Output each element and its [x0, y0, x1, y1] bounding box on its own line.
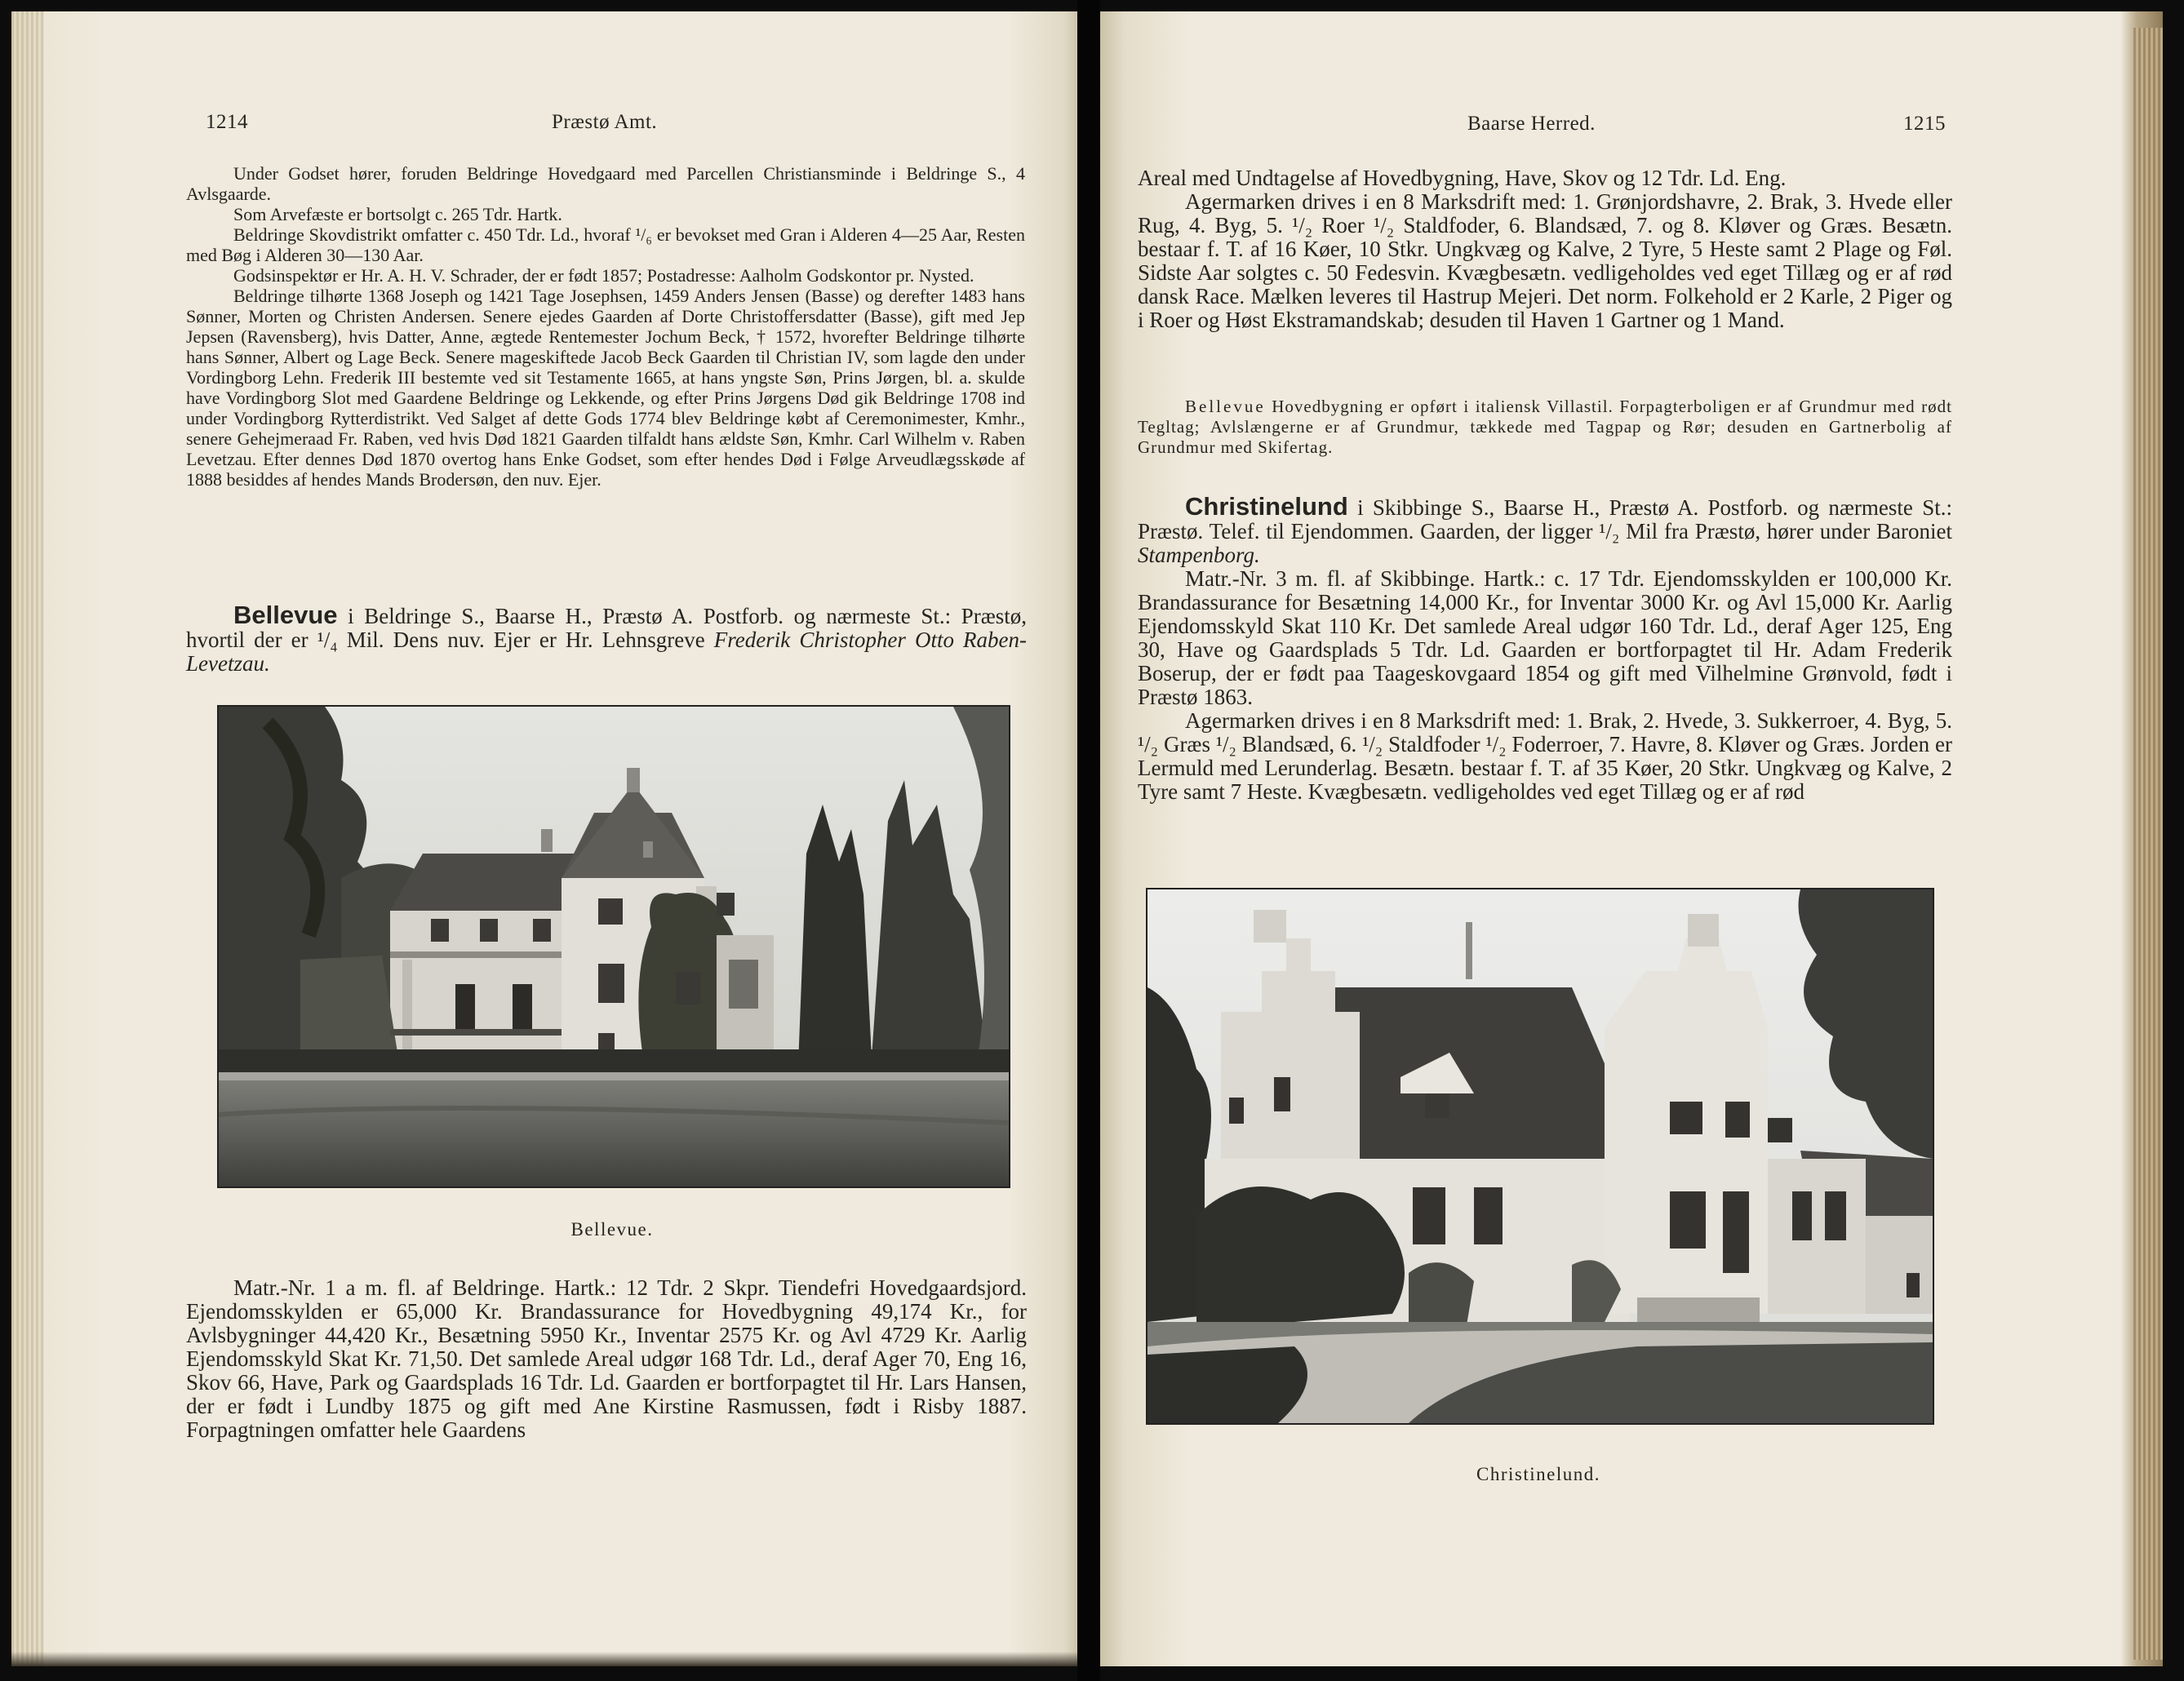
christinelund-caption: Christinelund.: [1476, 1464, 1600, 1484]
page-number: 1214: [206, 111, 248, 133]
paragraph: Matr.-Nr. 1 a m. fl. af Beldringe. Hartk.: 12 Tdr. 2 Skpr. Tiendefri Hovedgaardsjord. Ejendomsskylden er 65,000 Kr. Brandassurance for Hovedbygning 49,174 Kr., for Avlsbygninger 44,420 Kr., Besætning 5950 Kr., Inventar 2575 Kr. og Avl 4729 Kr. Aarlig Ejendomsskyld Skat Kr. 71,50. Det samlede Areal udgør 168 Tdr. Ld., deraf Ager 70, Eng 16, Skov 66, Have, Park og Gaardsplads 16 Tdr. Ld. Gaarden er bortforpagtet til Hr. Lars Hansen, der er født i Lundby 1875 og gift med Ane Kirstine Rasmussen, født i Risby 1887. Forpagtningen omfatter hele Gaardens: [186, 1275, 1027, 1442]
building-note: [1138, 397, 1952, 458]
right-page: [1100, 11, 2163, 1666]
bellevue-caption: Bellevue.: [570, 1219, 654, 1240]
entry-name: Christinelund: [1185, 492, 1348, 521]
paragraph: Beldringe Skovdistrikt omfatter c. 450 Tdr. Ld., hvoraf ¹/₆ er bevokset med Gran i Alderen 4—25 Aar, Resten med Bøg i Alderen 30—130 Aar.: [186, 224, 1025, 265]
note-text: Hovedbygning er opført i italiensk Villastil. Forpagterboligen er af Grundmur med rødt Tegltag; Avlslængerne er af Grundmur, tækkede med Tagpap og Rør; desuden en Gartnerbolig af Grundmur med Skifertag.: [1138, 397, 1952, 457]
entry-owner: Frederik Christopher Otto Raben-Levetzau.: [186, 628, 1027, 676]
paragraph: Som Arvefæste er bortsolgt c. 265 Tdr. Hartk.: [233, 204, 562, 224]
paragraph: Matr.-Nr. 3 m. fl. af Skibbinge. Hartk.: c. 17 Tdr. Ejendomsskylden er 100,000 Kr. Brandassurance for Besætning 14,000 Kr., for Inventar 3000 Kr. og Avl 15,000 Kr. Aarlig Ejendomsskyld Skat 110 Kr. Det samlede Areal udgør 160 Tdr. Ld., deraf Ager 125, Eng 30, Have og Gaardsplads 5 Tdr. Ld. Gaarden er bortforpagtet til Hr. Adam Frederik Boserup, der er født paa Taageskovgaard 1854 og gift med Vilhelmine Grønvold, født i Præstø 1863.: [1138, 566, 1952, 709]
note-lead: Bellevue: [1185, 397, 1266, 416]
left-page: [11, 11, 1077, 1666]
page-number: 1215: [1903, 113, 1946, 135]
running-head: Præstø Amt.: [552, 111, 658, 133]
paragraph: Agermarken drives i en 8 Marksdrift med: 1. Brak, 2. Hvede, 3. Sukkerroer, 4. Byg, 5. ¹/₂ Græs ¹/₂ Blandsæd, 6. ¹/₂ Staldfoder ¹/₂ Foderroer, 7. Havre, 8. Kløver og Græs. Jorden er Lermuld med Lerunderlag. Besætn. bestaar f. T. af 35 Køer, 20 Stkr. Ungkvæg og Kalve, 2 Tyre samt 7 Heste. Kvægbesætn. vedligeholdes ved eget Tillæg og er af rød: [1138, 708, 1952, 804]
entry-intro: i Beldringe S., Baarse H., Præstø A. Postforb. og nærmeste St.: Præstø, hvortil der er ¹/₄ Mil. Dens nuv. Ejer er Hr. Lehnsgreve: [186, 604, 1027, 652]
page-bottom-shadow: [11, 1652, 1077, 1666]
running-head: Baarse Herred.: [1467, 113, 1596, 135]
paragraph: Agermarken drives i en 8 Marksdrift med: 1. Grønjordshavre, 2. Brak, 3. Hvede eller Rug, 4. Byg, 5. ¹/₂ Roer ¹/₂ Staldfoder, 6. Blandsæd, 7. og 8. Kløver og Græs. Besætn. bestaar f. T. af 16 Køer, 10 Stkr. Ungkvæg og Kalve, 2 Tyre, 5 Heste samt 2 Plage og Føl. Sidste Aar solgtes c. 50 Fedesvin. Kvægbesætn. vedligeholdes ved eget Tillæg og er af rød dansk Race. Mælken leveres til Hastrup Mejeri. Det norm. Folkehold er 2 Karle, 2 Piger og i Roer og Høst Ekstramandskab; desuden til Haven 1 Gartner og 1 Mand.: [1138, 189, 1952, 332]
bellevue-details: [186, 1276, 1027, 1442]
page-edge: [11, 11, 44, 1666]
bellevue-photo: [217, 705, 1010, 1188]
entry-intro: i Skibbinge S., Baarse H., Præstø A. Postforb. og nærmeste St.: Præstø. Telef. til Ejendommen. Gaarden, der ligger ¹/₂ Mil fra Præstø, hører under Baroniet: [1138, 495, 1952, 543]
bellevue-house-image: [219, 707, 1009, 1186]
christinelund-photo: [1146, 888, 1934, 1425]
paragraph: Godsinspektør er Hr. A. H. V. Schrader, der er født 1857; Postadresse: Aalholm Godskontor pr. Nysted.: [233, 265, 974, 286]
paragraph: Under Godset hører, foruden Beldringe Hovedgaard med Parcellen Christiansminde i Beldringe S., 4 Avlsgaarde.: [186, 163, 1025, 204]
christinelund-house-image: [1147, 889, 1933, 1423]
page-edge: [2133, 28, 2163, 1660]
entry-name: Bellevue: [233, 601, 338, 629]
gutter: [1077, 0, 1100, 1681]
christinelund-entry: [1138, 492, 1952, 804]
bellevue-entry: [186, 603, 1027, 676]
paragraph: Beldringe tilhørte 1368 Joseph og 1421 Tage Josephsen, 1459 Anders Jensen (Basse) og derefter 1483 hans Sønner, Morten og Christen Andersen. Senere ejedes Gaarden af Dorte Christoffersdatter (Basse), gift med Jep Jepsen (Ravensberg), hvis Datter, Anne, ægtede Rentemester Jochum Beck, † 1572, hvorefter Beldringe tilhørte hans Sønner, Albert og Lage Beck. Senere mageskiftede Jacob Beck Gaarden til Christian IV, som lagde den under Vordingborg Lehn. Frederik III bestemte ved sit Testamente 1665, at hans yngste Søn, Prins Jørgen, bl. a. skulde have Vordingborg Slot med Gaardene Beldringe og Lekkende, og efter Prins Jørgens Død gik Beldringe 1708 ind under Vordingborg Rytterdistrikt. Ved Salget af dette Gods 1774 blev Beldringe købt af Ceremonimester, Kmhr., senere Gehejmeraad Fr. Raben, ved hvis Død 1821 Gaarden tilfaldt hans ældste Søn, Kmhr. Carl Wilhelm v. Raben Levetzau. Efter dennes Død 1870 overtog hans Enke Godset, som efter hendes Død i Følge Arveudlægsskøde af 1888 besiddes af hendes Mands Brodersøn, den nuv. Ejer.: [186, 286, 1025, 490]
bellevue-continued: [1138, 166, 1952, 332]
paragraph: Areal med Undtagelse af Hovedbygning, Have, Skov og 12 Tdr. Ld. Eng.: [1138, 166, 1787, 190]
godset-section: [186, 163, 1025, 490]
entry-barony: Stampenborg.: [1138, 543, 1260, 567]
